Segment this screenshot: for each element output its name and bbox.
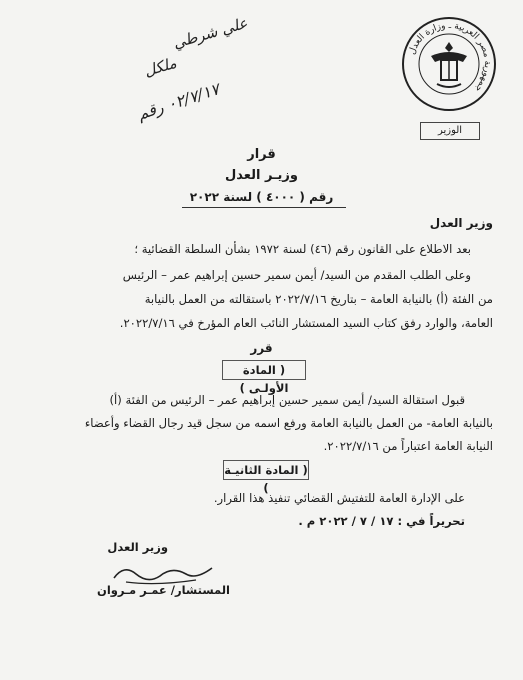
- signature-title: وزير العدل: [107, 540, 168, 554]
- article-one-line-2: بالنيابة العامة- من العمل بالنيابة العامة ورفع اسمه من سجل قيد رجال القضاء وأعضاء: [84, 416, 493, 430]
- preamble-law-reference: بعد الاطلاع على القانون رقم (٤٦) لسنة ١٩٧٢ بشأن السلطة القضائية ؛: [134, 242, 471, 256]
- decided-heading: قرر: [250, 341, 273, 355]
- handwritten-line-2: ملكل: [142, 53, 179, 81]
- body-minister-label: وزير العدل: [429, 216, 493, 230]
- seal-caption: الوزير: [420, 122, 480, 140]
- article-two-title: ( المادة الثانيـة ): [223, 460, 309, 480]
- issue-date: تحريراً في : ١٧ / ٧ / ٢٠٢٢ م .: [298, 514, 465, 528]
- minister-heading: وزيـر العدل: [225, 168, 298, 183]
- preamble-request-line-3: العامة، والوارد رفق كتاب السيد المستشار النائب العام المؤرخ في ٢٠٢٢/٧/١٦.: [119, 316, 493, 330]
- article-one-line-3: النيابة العامة اعتباراً من ٢٠٢٢/٧/١٦.: [323, 439, 493, 453]
- article-two-text: على الإدارة العامة للتفتيش القضائي تنفيذ هذا القرار.: [213, 491, 465, 505]
- seal-ring-text: جمهورية مصر العربية ـ وزارة العدل: [407, 20, 493, 94]
- decision-number: رقم ( ٤٠٠٠ ) لسنة ٢٠٢٢: [189, 190, 334, 204]
- handwritten-line-1: علي شرطي: [171, 13, 250, 53]
- handwritten-annotation: [60, 10, 250, 130]
- counselor-name: المستشار/ عمـر مـروان: [97, 583, 230, 597]
- preamble-request-line-1: وعلى الطلب المقدم من السيد/ أيمن سمير حسين إبراهيم عمر – الرئيس: [122, 268, 471, 282]
- eagle-seal-icon: [401, 16, 497, 112]
- decision-heading: قرار: [247, 147, 276, 162]
- number-underline: [182, 207, 346, 208]
- article-one-title: ( المادة الأولـى ): [222, 360, 306, 380]
- article-one-line-1: قبول استقالة السيد/ أيمن سمير حسين إبراهيم عمر – الرئيس من الفئة (أ): [109, 393, 465, 407]
- handwritten-line-3: ٠٢/٧/١٧ رقم: [135, 79, 222, 124]
- preamble-request-line-2: من الفئة (أ) بالنيابة العامة – بتاريخ ٢٠٢٢/٧/١٦ باستقالته من العمل بالنيابة: [144, 292, 493, 306]
- ministry-seal: [401, 16, 497, 112]
